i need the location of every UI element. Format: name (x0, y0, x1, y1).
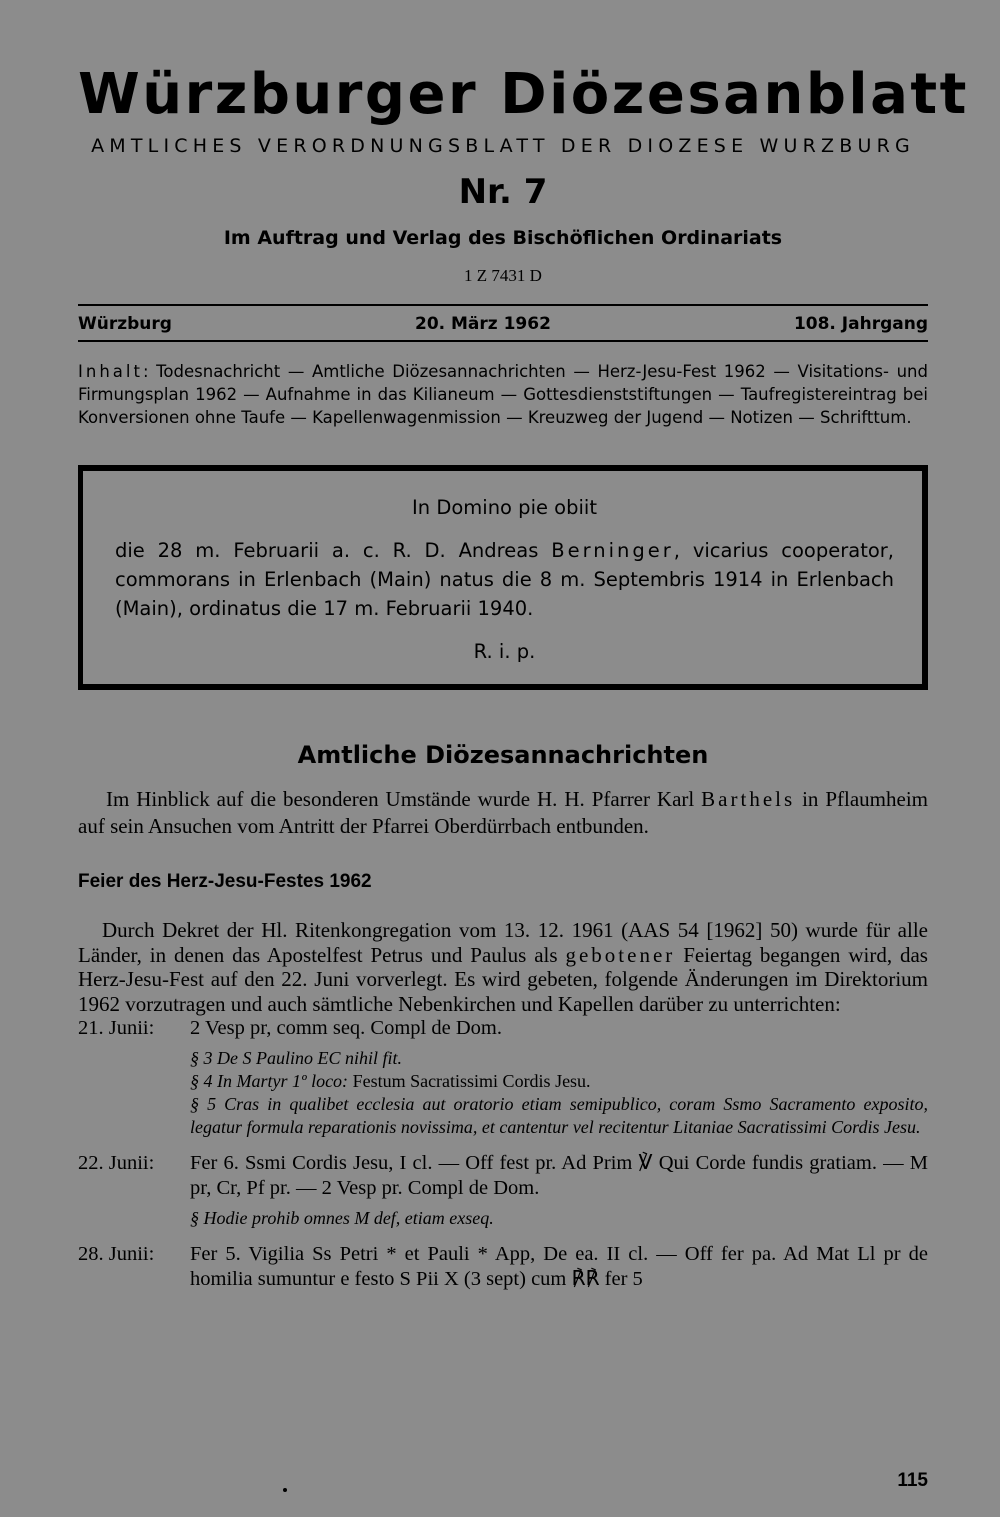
feast-paragraph (78, 918, 928, 1016)
news-name: Barthels (701, 787, 796, 811)
dateline-date: 20. März 1962 (414, 314, 551, 334)
entry-date: 28. Junii: (78, 1243, 155, 1265)
feast-text-before: Durch Dekret der Hl. Ritenkongregation vom 13. 12. 1961 (AAS 54 [1962] 50) wurde für alle Länder, in denen das Apostelfest Petrus und Paulus als (78, 918, 928, 967)
entry-note (190, 1047, 928, 1070)
entry-date: 22. Junii: (78, 1152, 155, 1174)
note-italic: § 4 In Martyr 1º loco: (190, 1071, 353, 1091)
masthead-subtitle: AMTLICHES VERORDNUNGSBLATT DER DIOZESE WURZBURG (91, 135, 915, 157)
directory-entries (78, 1016, 928, 1292)
postal-code: 1 Z 7431 D (464, 266, 542, 285)
table-of-contents (78, 360, 928, 429)
note-plain: Festum Sacratissimi Cordis Jesu. (352, 1071, 591, 1091)
obituary-heading: In Domino pie obiit (412, 496, 597, 519)
obituary-name: Berninger (551, 539, 674, 562)
obituary-closing: R. i. p. (473, 640, 536, 663)
entry-text: Fer 6. Ssmi Cordis Jesu, I cl. — Off fest pr. Ad Prim ℣ Qui Corde fundis gratiam. — M pr, Cr, Pf pr. — 2 Vesp pr. Compl de Dom. (190, 1152, 928, 1199)
publisher-line: Im Auftrag und Verlag des Bischöflichen Ordinariats (223, 227, 783, 249)
note-italic: § 3 De S Paulino EC nihil fit. (190, 1048, 402, 1068)
obituary-box (78, 465, 928, 690)
directory-entry (78, 1151, 928, 1201)
entry-note (190, 1070, 928, 1093)
obituary-text-after: , vicarius cooperator, commorans in Erlenbach (Main) natus die 8 m. Septembris 1914 in Erlenbach (Main), ordinatus die 17 m. Februarii 1940. (115, 539, 894, 620)
page-number: 115 (897, 1470, 928, 1491)
obituary-text (115, 536, 894, 623)
directory-entry (78, 1242, 928, 1292)
dateline (78, 306, 928, 340)
feast-section-title: Feier des Herz-Jesu-Festes 1962 (78, 871, 372, 892)
issue-number: Nr. 7 (458, 172, 548, 212)
news-paragraph (78, 786, 928, 840)
feast-text-after: Feiertag begangen wird, das Herz-Jesu-Fest auf den 22. Juni vorverlegt. Es wird gebeten, folgende Änderungen im Direktorium 1962 vorzutragen und auch sämtliche Nebenkirchen und Kapellen darüber zu unterrichten: (78, 942, 928, 1016)
obituary-text-before: die 28 m. Februarii a. c. R. D. Andreas (115, 539, 552, 562)
entry-text: Fer 5. Vigilia Ss Petri * et Pauli * App, De ea. II cl. — Off fer pa. Ad Mat Ll pr de homilia sumuntur e festo S Pii X (3 sept) cum ℟℟ fer 5 (190, 1243, 928, 1290)
entry-note (190, 1093, 928, 1139)
news-text-after: in Pflaumheim auf sein Ansuchen vom Antritt der Pfarrei Oberdürrbach entbunden. (78, 787, 928, 838)
dateline-rule-bottom (78, 340, 928, 342)
entry-text: 2 Vesp pr, comm seq. Compl de Dom. (190, 1017, 502, 1039)
document-page (78, 60, 969, 1292)
masthead-title: Würzburger Diözesanblatt (78, 62, 969, 127)
note-italic: § 5 Cras in qualibet ecclesia aut oratorio etiam semipublico, coram Ssmo Sacramento exposito, legatur formula reparationis novissima, et cantentur vel recitentur Litaniae Sacratissimi Cordis Jesu. (190, 1094, 928, 1137)
dateline-volume: 108. Jahrgang (793, 314, 928, 334)
contents-text: : Todesnachricht — Amtliche Diözesannachrichten — Herz-Jesu-Fest 1962 — Visitations- und Firmungsplan 1962 — Aufnahme in das Kilianeum — Gottesdienststiftungen — Taufregistereintrag bei Konversionen ohne Taufe — Kapellenwagenmission — Kreuzweg der Jugend — Notizen — Schrifttum. (78, 362, 928, 427)
entry-note (190, 1207, 928, 1230)
entry-date: 21. Junii: (78, 1017, 155, 1039)
news-section-title: Amtliche Diözesannachrichten (297, 741, 709, 769)
stray-dot (283, 1488, 287, 1492)
directory-entry (78, 1016, 928, 1041)
note-italic: § Hodie prohib omnes M def, etiam exseq. (190, 1208, 494, 1228)
contents-label: Inhalt (78, 362, 143, 381)
dateline-place: Würzburg (78, 314, 172, 334)
feast-emphasis: gebotener (565, 942, 676, 967)
news-text-before: Im Hinblick auf die besonderen Umstände wurde H. H. Pfarrer Karl (106, 787, 702, 811)
